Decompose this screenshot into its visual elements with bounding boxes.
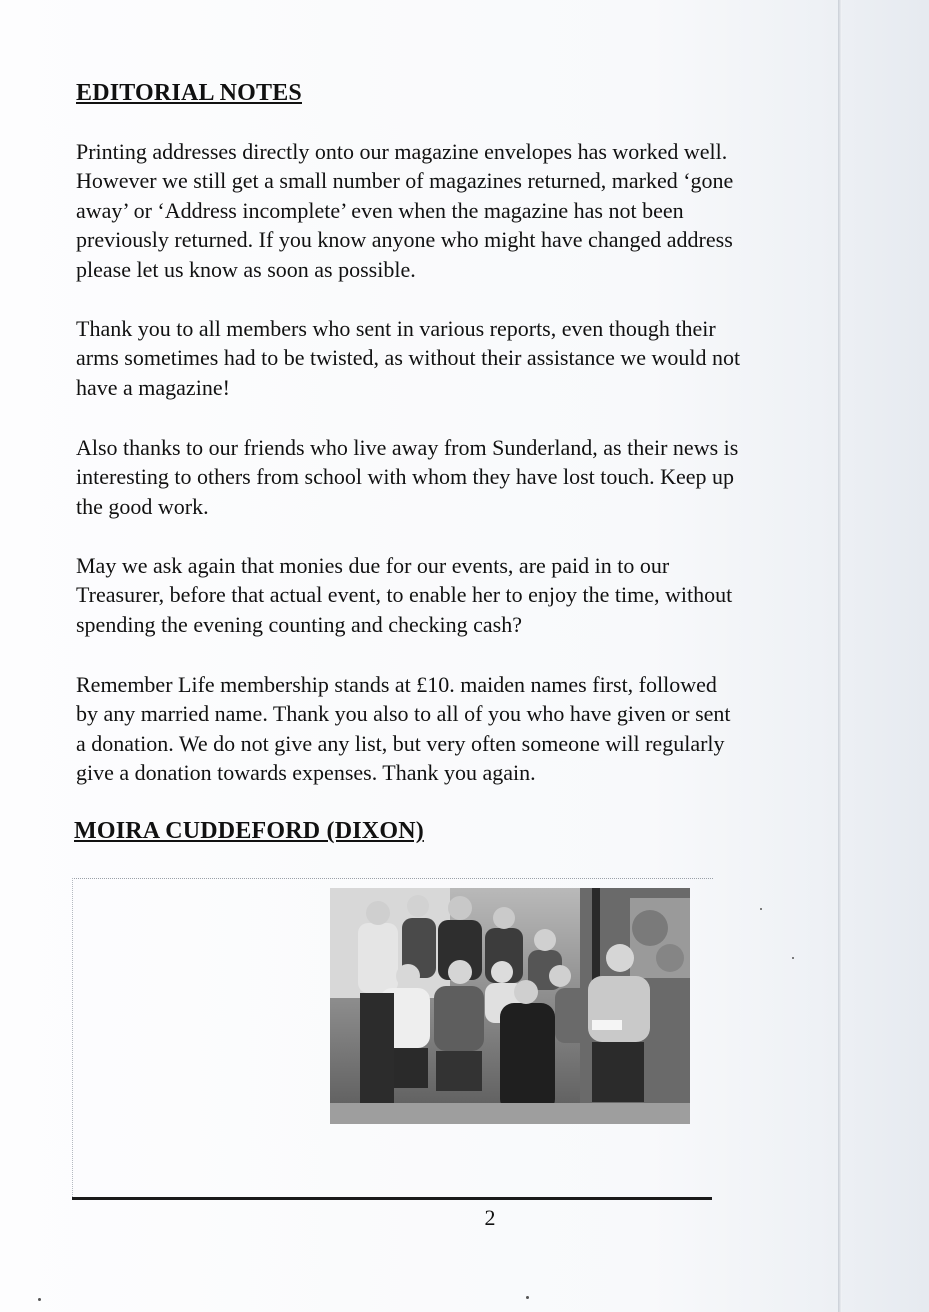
text-line: arms sometimes had to be twisted, as without their assistance we would not <box>76 345 741 371</box>
text-line: please let us know as soon as possible. <box>76 256 416 282</box>
text-line: Treasurer, before that actual event, to enable her to enjoy the time, without <box>76 582 733 608</box>
editorial-notes-heading: EDITORIAL NOTES <box>76 80 302 106</box>
text-line: Remember Life membership stands at £10. maiden names first, followed <box>76 672 717 697</box>
paragraph-addresses <box>76 137 838 284</box>
paragraph-thanks-friends <box>76 433 838 521</box>
text-line: away’ or ‘Address incomplete’ even when the magazine has not been <box>76 197 684 223</box>
scan-speck <box>792 957 794 959</box>
moira-cuddeford-heading: MOIRA CUDDEFORD (DIXON) <box>74 818 424 844</box>
scan-speck <box>38 1298 41 1301</box>
scan-speck <box>760 908 762 910</box>
text-line: have a magazine! <box>76 374 230 400</box>
paragraph-monies <box>76 551 838 639</box>
text-line: by any married name. Thank you also to all of you who have given or sent <box>76 701 731 727</box>
text-line: However we still get a small number of magazines returned, marked ‘gone <box>76 168 734 194</box>
paragraph-membership <box>76 670 838 788</box>
page-number: 2 <box>484 1205 496 1230</box>
text-line: interesting to others from school with whom they have lost touch. Keep up <box>76 464 735 490</box>
text-line: a donation. We do not give any list, but very often someone will regularly <box>76 730 725 756</box>
text-line: May we ask again that monies due for our events, are paid in to our <box>76 553 670 578</box>
footer-rule <box>72 1197 712 1200</box>
text-line: the good work. <box>76 493 209 519</box>
text-line: Thank you to all members who sent in various reports, even though their <box>76 316 716 341</box>
text-line: spending the evening counting and checking cash? <box>76 611 522 637</box>
text-line: Printing addresses directly onto our magazine envelopes has worked well. <box>76 139 728 164</box>
page-edge <box>838 0 842 1312</box>
text-line: give a donation towards expenses. Thank you again. <box>76 760 536 786</box>
paragraph-thanks-members <box>76 314 838 402</box>
text-line: Also thanks to our friends who live away from Sunderland, as their news is <box>76 435 739 460</box>
text-line: previously returned. If you know anyone who might have changed address <box>76 227 733 253</box>
group-photo <box>330 888 690 1124</box>
scan-speck <box>526 1296 529 1299</box>
group-photo-image <box>330 888 690 1124</box>
